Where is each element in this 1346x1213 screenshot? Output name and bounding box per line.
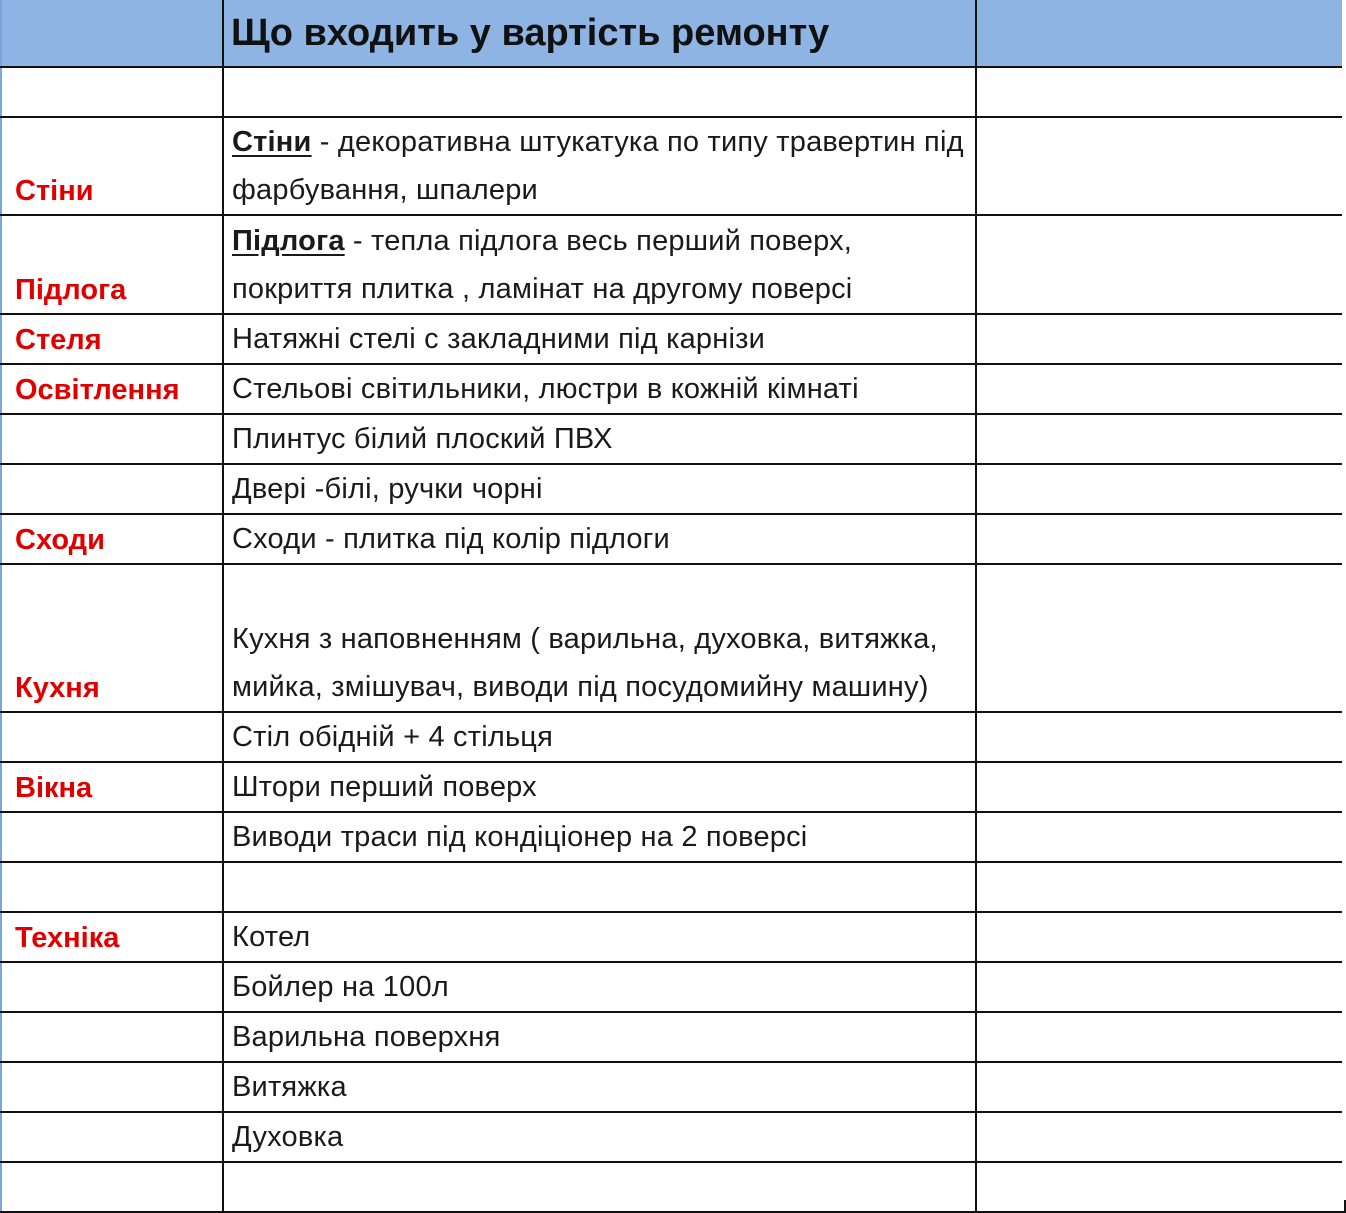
empty-cell[interactable] — [976, 762, 1345, 812]
header-cell-empty-left[interactable] — [1, 0, 223, 67]
empty-cell[interactable] — [976, 464, 1345, 514]
category-cell[interactable] — [1, 1062, 223, 1112]
category-label — [2, 1155, 222, 1161]
description-cell[interactable] — [223, 1112, 976, 1162]
empty-cell[interactable] — [976, 215, 1345, 314]
description-body: Бойлер на 100л — [232, 971, 449, 1003]
description-cell[interactable] — [223, 564, 976, 712]
description-cell[interactable] — [223, 67, 976, 117]
description-text — [224, 1063, 975, 1111]
description-cell[interactable] — [223, 364, 976, 414]
table-row — [1, 1112, 1345, 1162]
category-label: Стеля — [15, 324, 102, 356]
description-text — [224, 1113, 975, 1161]
description-text — [224, 1013, 975, 1061]
empty-cell[interactable] — [976, 117, 1345, 215]
description-text — [224, 415, 975, 463]
description-text — [224, 763, 975, 811]
category-label — [2, 110, 222, 116]
category-label — [2, 507, 222, 513]
category-cell[interactable] — [1, 364, 223, 414]
description-cell[interactable] — [223, 762, 976, 812]
category-label: Сходи — [15, 524, 105, 556]
table-row — [1, 364, 1345, 414]
description-body: Штори перший поверх — [232, 771, 537, 803]
category-label: Підлога — [15, 274, 127, 306]
table-row — [1, 314, 1345, 364]
description-lead: Підлога — [232, 225, 345, 257]
empty-cell[interactable] — [976, 314, 1345, 364]
empty-cell[interactable] — [976, 514, 1345, 564]
description-body: Натяжні стелі с закладними під карнізи — [232, 323, 766, 355]
description-body: Кухня з наповненням ( варильна, духовка, витяжка, мийка, змішувач, виводи під посудомийну машину) — [232, 623, 938, 703]
category-cell[interactable] — [1, 962, 223, 1012]
category-label — [2, 457, 222, 463]
category-cell[interactable] — [1, 564, 223, 712]
description-body: Виводи траси під кондіціонер на 2 поверсі — [232, 821, 808, 853]
category-cell[interactable] — [1, 314, 223, 364]
empty-cell[interactable] — [976, 364, 1345, 414]
table-row — [1, 464, 1345, 514]
description-cell[interactable] — [223, 712, 976, 762]
description-cell[interactable] — [223, 464, 976, 514]
description-text — [224, 913, 975, 961]
description-cell[interactable] — [223, 117, 976, 215]
description-cell[interactable] — [223, 1062, 976, 1112]
category-label: Кухня — [15, 672, 100, 704]
category-cell[interactable] — [1, 912, 223, 962]
empty-cell[interactable] — [976, 1012, 1345, 1062]
category-cell[interactable] — [1, 514, 223, 564]
category-label — [2, 1005, 222, 1011]
description-body: - декоративна штукатука по типу травертин під фарбування, шпалери — [232, 126, 964, 206]
description-cell[interactable] — [223, 1012, 976, 1062]
table-row — [1, 514, 1345, 564]
description-body: - тепла підлога весь перший поверх, покриття плитка , ламінат на другому поверсі — [232, 225, 853, 305]
header-title-cell[interactable] — [223, 0, 976, 67]
category-label — [2, 1105, 222, 1111]
description-text — [224, 813, 975, 861]
category-cell[interactable] — [1, 464, 223, 514]
table-row — [1, 67, 1345, 117]
category-label — [2, 1055, 222, 1061]
table-row — [1, 1162, 1345, 1212]
description-body: Сходи - плитка під колір підлоги — [232, 523, 670, 555]
category-label — [2, 855, 222, 861]
category-label: Освітлення — [15, 374, 180, 406]
empty-cell[interactable] — [976, 862, 1345, 912]
table-row — [1, 862, 1345, 912]
category-label — [2, 755, 222, 761]
description-cell[interactable] — [223, 514, 976, 564]
empty-cell[interactable] — [976, 564, 1345, 712]
category-cell[interactable] — [1, 1012, 223, 1062]
category-cell[interactable] — [1, 67, 223, 117]
table-title: Що входить у вартість ремонту — [231, 11, 830, 54]
table-row — [1, 1062, 1345, 1112]
category-cell[interactable] — [1, 117, 223, 215]
description-text — [224, 515, 975, 563]
description-cell[interactable] — [223, 812, 976, 862]
empty-cell[interactable] — [976, 1162, 1345, 1212]
table-row — [1, 564, 1345, 712]
description-cell[interactable] — [223, 414, 976, 464]
description-body: Стіл обідній + 4 стільця — [232, 721, 554, 753]
description-cell[interactable] — [223, 1162, 976, 1212]
description-text — [224, 217, 975, 313]
description-text — [224, 713, 975, 761]
category-label: Техніка — [15, 922, 120, 954]
table-row — [1, 812, 1345, 862]
table-row — [1, 1012, 1345, 1062]
description-text — [224, 465, 975, 513]
table-row — [1, 414, 1345, 464]
description-text — [224, 615, 975, 711]
table-row — [1, 117, 1345, 215]
category-cell[interactable] — [1, 712, 223, 762]
category-cell[interactable] — [1, 812, 223, 862]
description-body: Стельові світильники, люстри в кожній кімнаті — [232, 373, 859, 405]
description-body: Двері -білі, ручки чорні — [232, 473, 543, 505]
description-body: Варильна поверхня — [232, 1021, 501, 1053]
description-cell[interactable] — [223, 314, 976, 364]
category-cell[interactable] — [1, 215, 223, 314]
empty-cell[interactable] — [976, 67, 1345, 117]
header-cell-empty-right[interactable] — [976, 0, 1345, 67]
description-body: Плинтус білий плоский ПВХ — [232, 423, 613, 455]
description-text — [224, 963, 975, 1011]
category-label — [2, 905, 222, 911]
empty-cell[interactable] — [976, 812, 1345, 862]
description-lead: Стіни — [232, 126, 312, 158]
table-row — [1, 962, 1345, 1012]
category-label: Стіни — [15, 175, 94, 207]
header-row — [1, 0, 1345, 67]
description-body: Котел — [232, 921, 311, 953]
category-cell[interactable] — [1, 414, 223, 464]
empty-cell[interactable] — [976, 1112, 1345, 1162]
description-text — [224, 365, 975, 413]
category-cell[interactable] — [1, 762, 223, 812]
empty-cell[interactable] — [976, 962, 1345, 1012]
description-text — [224, 315, 975, 363]
empty-cell[interactable] — [976, 712, 1345, 762]
empty-cell[interactable] — [976, 414, 1345, 464]
table-row — [1, 762, 1345, 812]
category-label: Вікна — [15, 772, 93, 804]
description-body: Духовка — [232, 1121, 344, 1153]
category-cell[interactable] — [1, 862, 223, 912]
empty-cell[interactable] — [976, 912, 1345, 962]
empty-cell[interactable] — [976, 1062, 1345, 1112]
description-cell[interactable] — [223, 215, 976, 314]
category-label — [2, 1205, 222, 1211]
category-cell[interactable] — [1, 1112, 223, 1162]
category-cell[interactable] — [1, 1162, 223, 1212]
description-text — [224, 118, 975, 214]
description-body: Витяжка — [232, 1071, 347, 1103]
description-cell[interactable] — [223, 962, 976, 1012]
table-row — [1, 912, 1345, 962]
description-cell[interactable] — [223, 862, 976, 912]
table-row — [1, 215, 1345, 314]
description-cell[interactable] — [223, 912, 976, 962]
table-row — [1, 712, 1345, 762]
sheet-edge — [1342, 0, 1346, 1200]
